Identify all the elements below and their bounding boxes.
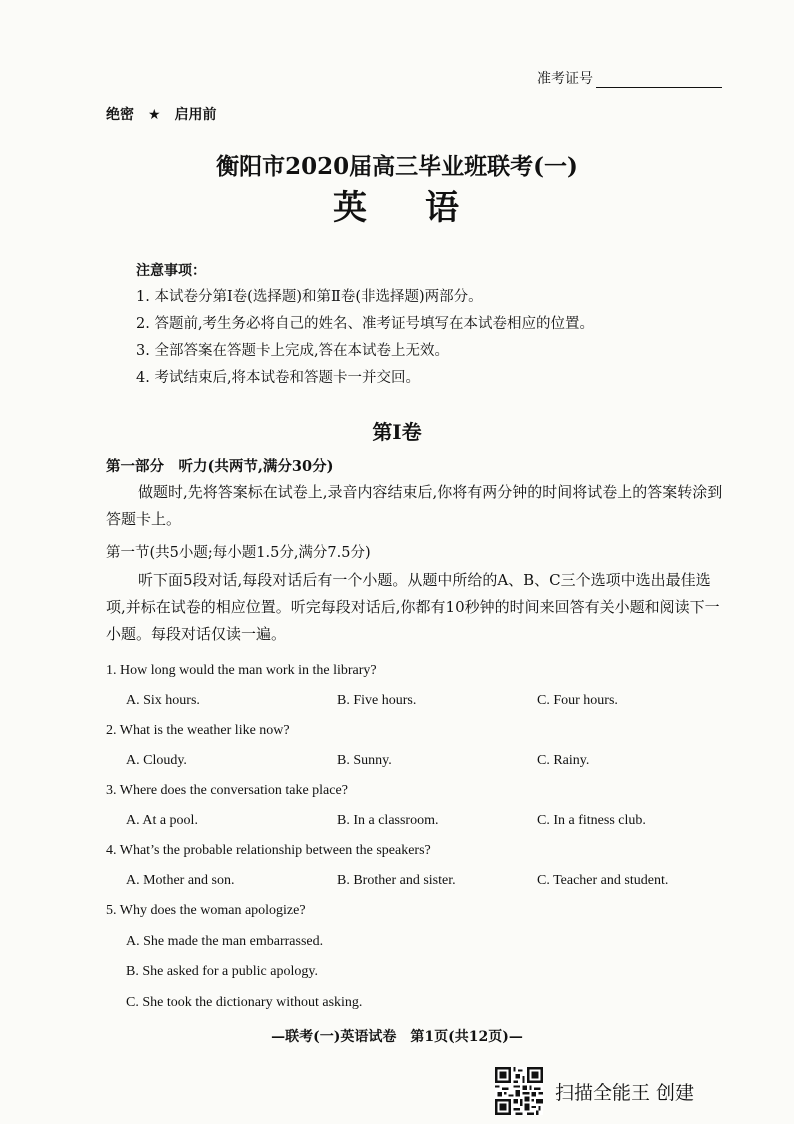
notice-item: 2. 答题前,考生务必将自己的姓名、准考证号填写在本试卷相应的位置。 (136, 316, 595, 332)
option-c: C. In a fitness club. (537, 813, 646, 828)
subject-title (0, 180, 794, 229)
option-c: C. Four hours. (537, 693, 618, 708)
subject-char-1: 英 (333, 188, 369, 228)
option-a: A. She made the man embarrassed. (126, 934, 324, 949)
exam-title: 衡阳市2020届高三毕业班联考(一) (216, 153, 578, 180)
subject-char-2: 语 (425, 188, 461, 228)
section-instruction: 听下面5段对话,每段对话后有一个小题。从题中所给的A、B、C三个选项中选出最佳选项,并标在试卷的相应位置。听完每段对话后,你都有10秒钟的时间来回答有关小题和阅读下一小题。每段对话仅读一遍。 (106, 571, 720, 643)
option-a: A. Mother and son. (126, 873, 235, 888)
option-b: B. In a classroom. (337, 813, 439, 828)
section-heading: 第一节(共5小题;每小题1.5分,满分7.5分) (106, 545, 371, 561)
question-stem: 4. What’s the probable relationship between the speakers? (106, 843, 431, 858)
question-stem: 2. What is the weather like now? (106, 723, 290, 738)
option-b: B. Brother and sister. (337, 873, 456, 888)
option-a: A. Cloudy. (126, 753, 187, 768)
option-a: A. At a pool. (126, 813, 198, 828)
admission-number-field (537, 68, 722, 88)
option-c: C. Teacher and student. (537, 873, 669, 888)
page-footer: —联考(一)英语试卷 第1页(共12页)— (271, 1029, 523, 1045)
admission-blank-line (596, 73, 722, 88)
secret-label: 绝密 (106, 107, 134, 123)
confidential-mark (106, 104, 217, 124)
before-use-label: 启用前 (174, 107, 217, 123)
option-c: C. She took the dictionary without asking. (126, 995, 363, 1010)
star-icon: ★ (148, 107, 161, 123)
notice-item: 3. 全部答案在答题卡上完成,答在本试卷上无效。 (136, 343, 450, 359)
part-instruction: 做题时,先将答案标在试卷上,录音内容结束后,你将有两分钟的时间将试卷上的答案转涂到答题卡上。 (106, 483, 723, 528)
option-c: C. Rainy. (537, 753, 590, 768)
notice-item: 1. 本试卷分第Ⅰ卷(选择题)和第Ⅱ卷(非选择题)两部分。 (136, 289, 483, 305)
volume-title: 第Ⅰ卷 (372, 420, 422, 444)
question-stem: 5. Why does the woman apologize? (106, 903, 306, 918)
question-stem: 3. Where does the conversation take place? (106, 783, 348, 798)
notice-heading: 注意事项： (136, 263, 206, 279)
option-a: A. Six hours. (126, 693, 200, 708)
option-b: B. Sunny. (337, 753, 392, 768)
notice-item: 4. 考试结束后,将本试卷和答题卡一并交回。 (136, 370, 421, 386)
qr-code-icon (495, 1067, 543, 1115)
option-b: B. Five hours. (337, 693, 417, 708)
option-b: B. She asked for a public apology. (126, 964, 318, 979)
scanner-watermark: 扫描全能王 创建 (555, 1082, 695, 1104)
part-heading: 第一部分 听力(共两节,满分30分) (106, 458, 334, 475)
question-stem: 1. How long would the man work in the library? (106, 663, 377, 678)
admission-label: 准考证号 (537, 71, 593, 87)
